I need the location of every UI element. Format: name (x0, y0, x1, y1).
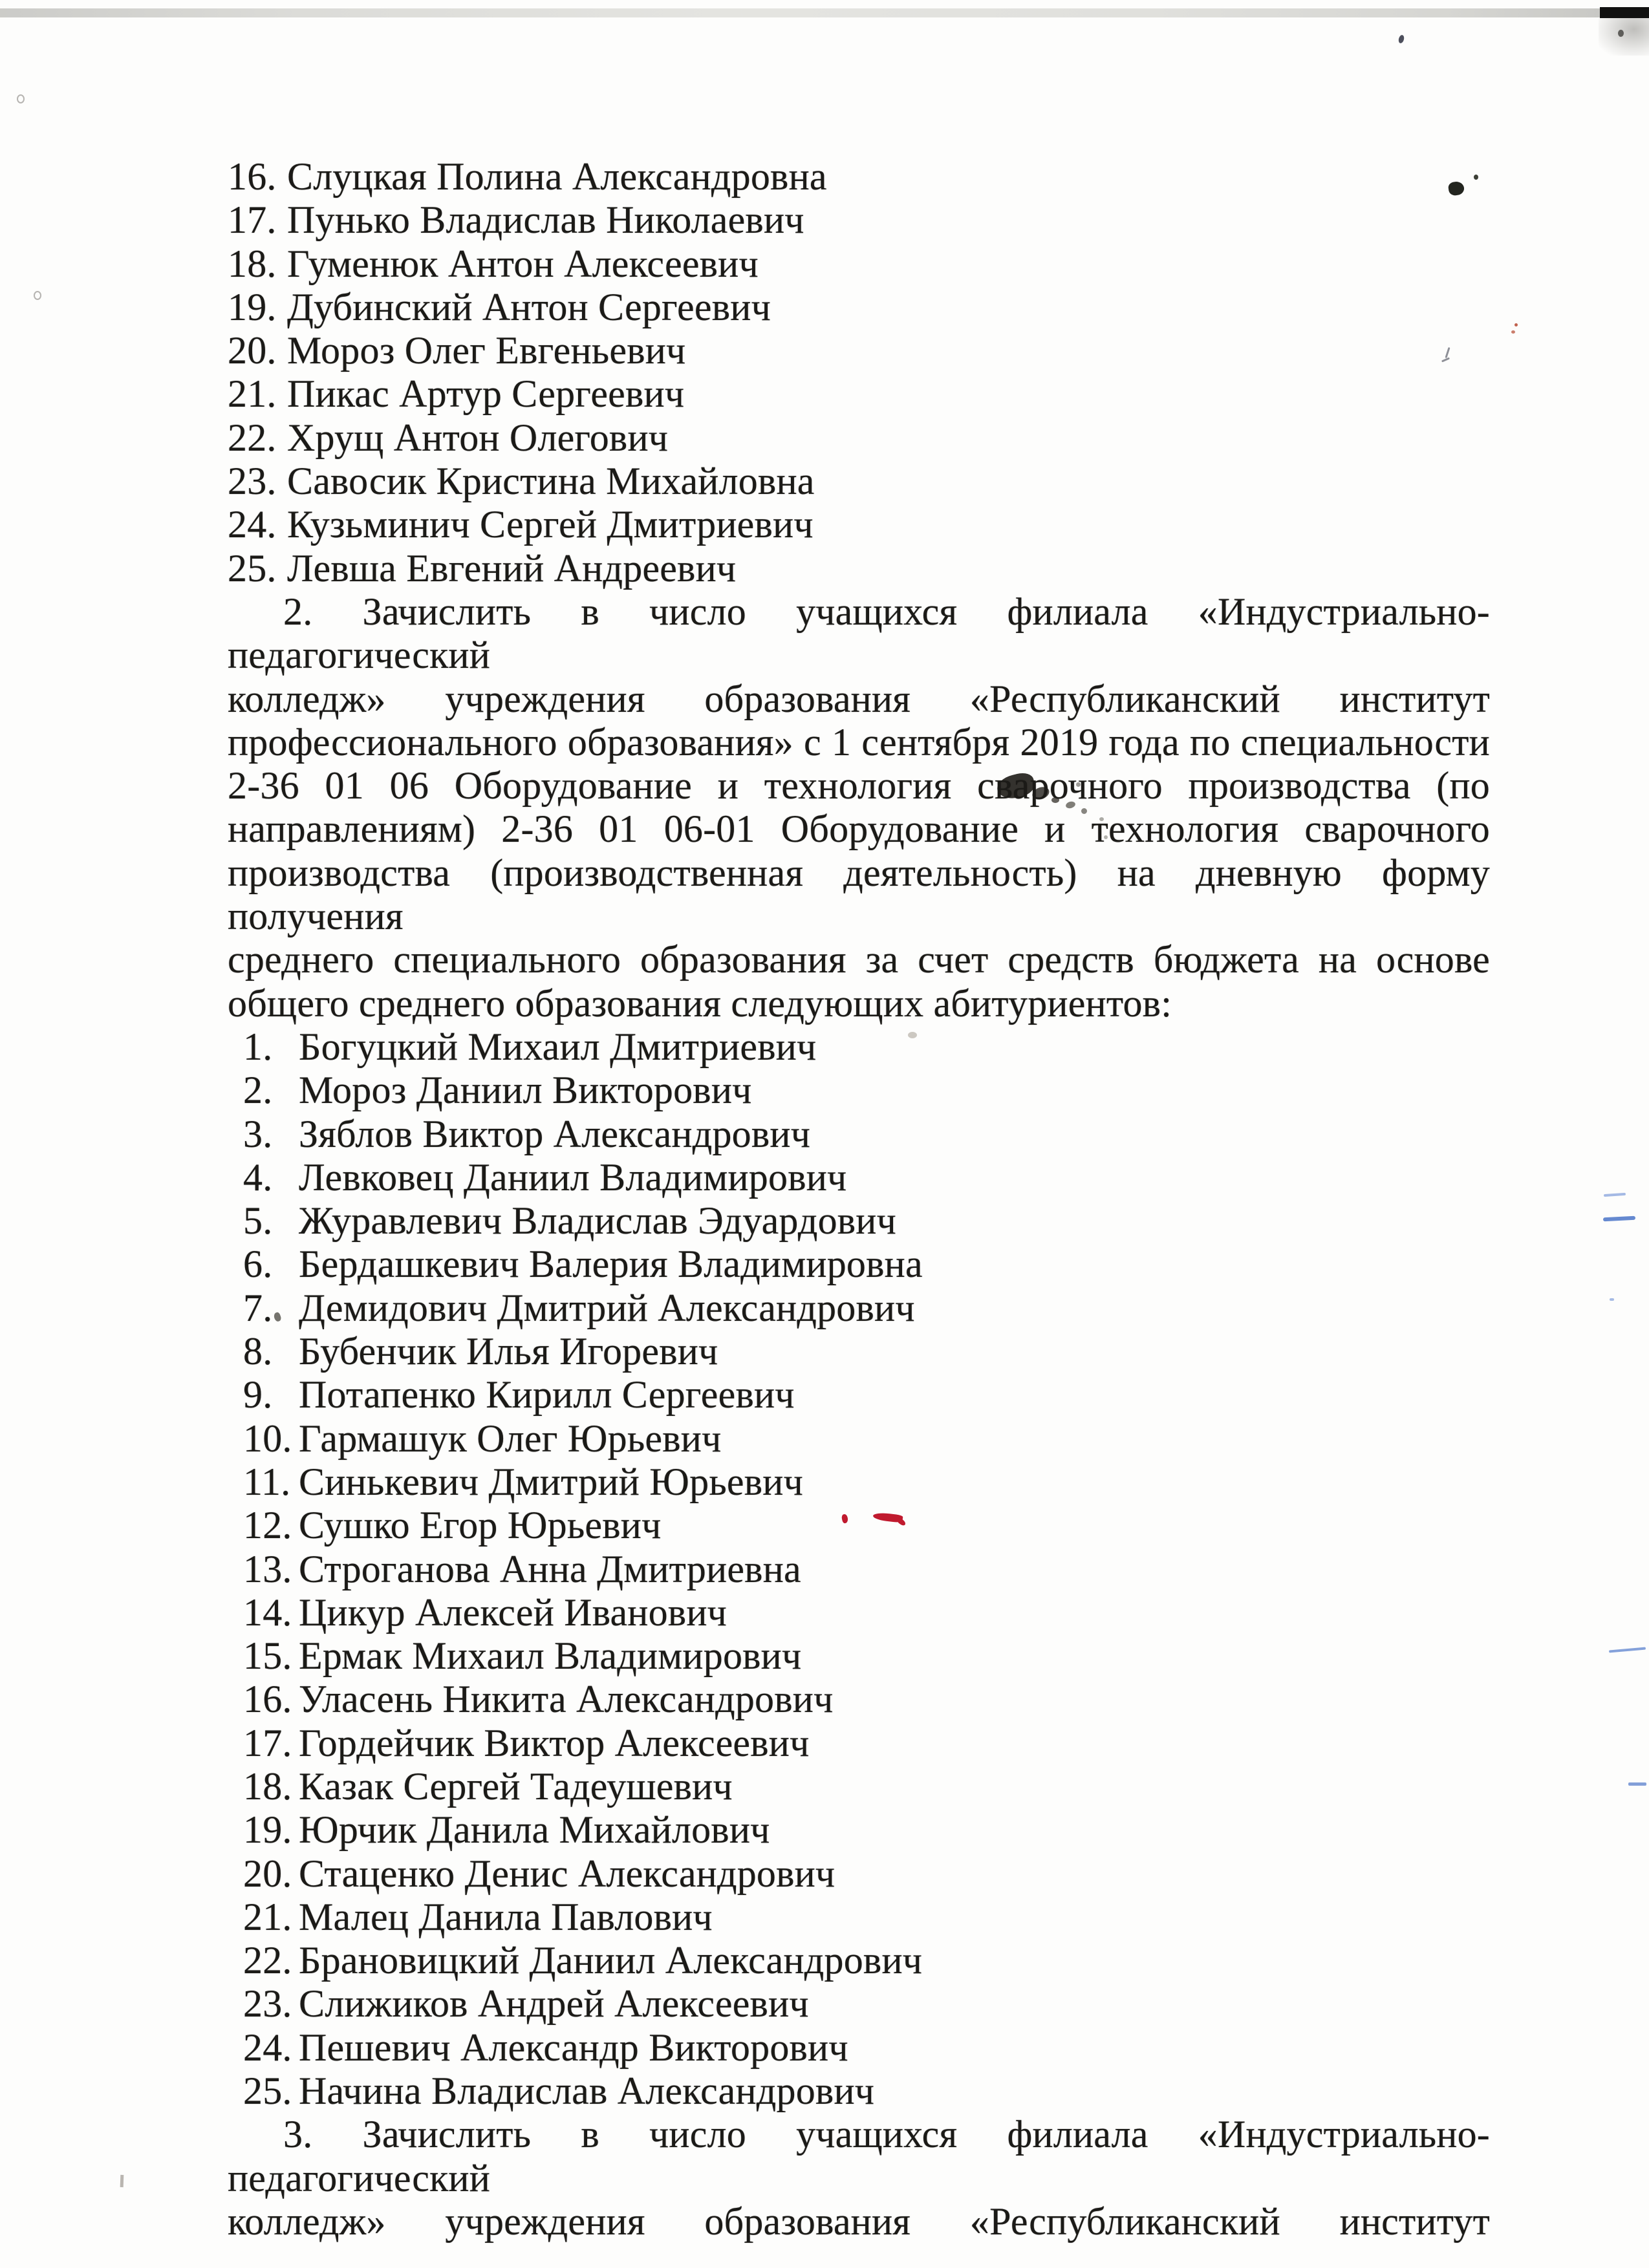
paper-speck (17, 94, 25, 103)
list-item-number: 1. (243, 1025, 273, 1068)
list-item (228, 1287, 1490, 1330)
list-item-number: 14. (243, 1590, 292, 1634)
list-item-name: Савосик Кристина Михайловна (287, 460, 815, 503)
list-item-number: 12. (243, 1504, 292, 1547)
list-item-number: 11. (243, 1460, 291, 1503)
paragraph-line: направлениям) 2-36 01 06-01 Оборудование и технология сварочного (228, 808, 1490, 851)
list-item (228, 1982, 1490, 2026)
list-item-number: 2. (243, 1069, 273, 1112)
list-item (228, 1504, 1490, 1547)
list-item-name: Богуцкий Михаил Дмитриевич (299, 1025, 817, 1068)
list-item-number: 22. (228, 416, 277, 459)
list-item-number: 7. (243, 1286, 273, 1329)
paragraph-line: 3. Зачислить в число учащихся филиала «Индустриально-педагогический (228, 2113, 1490, 2199)
list-item-number: 9. (243, 1373, 273, 1417)
scanner-corner-dust (1599, 18, 1649, 56)
list-item-name: Кузьминич Сергей Дмитриевич (287, 503, 814, 546)
list-item-name: Малец Данила Павлович (299, 1895, 713, 1938)
list-item (228, 329, 1490, 372)
list-item (228, 460, 1490, 503)
list-item-number: 24. (243, 2026, 292, 2069)
paragraph-3 (228, 2113, 1490, 2243)
list-item-name: Строганова Анна Дмитриевна (299, 1547, 801, 1590)
list-item-number: 5. (243, 1199, 273, 1243)
enrollment-list-second (228, 1025, 1490, 2113)
list-item-number: 8. (243, 1330, 273, 1373)
list-item-number: 16. (243, 1678, 292, 1721)
list-item-number: 20. (228, 329, 277, 372)
blue-pen-dash (1628, 1782, 1646, 1786)
red-speck (1514, 323, 1518, 326)
paper-scratch (120, 2175, 124, 2187)
list-item (228, 1591, 1490, 1634)
list-item (228, 242, 1490, 286)
list-item-name: Пунько Владислав Николаевич (287, 198, 804, 242)
list-item (228, 1765, 1490, 1808)
list-item (228, 1896, 1490, 1939)
list-item-name: Хрущ Антон Олегович (287, 416, 669, 459)
list-item-name: Начина Владислав Александрович (299, 2070, 875, 2113)
list-item-name: Бердашкевич Валерия Владимировна (299, 1243, 923, 1286)
list-item (228, 1460, 1490, 1504)
list-item-number: 6. (243, 1243, 273, 1286)
list-item-name: Стаценко Денис Александрович (299, 1852, 835, 1895)
list-item-number: 18. (228, 242, 277, 285)
list-item (228, 1634, 1490, 1678)
list-item-name: Демидович Дмитрий Александрович (299, 1286, 915, 1329)
list-item-name: Левша Евгений Андреевич (287, 546, 737, 590)
list-item-name: Синькевич Дмитрий Юрьевич (299, 1460, 803, 1503)
list-item-name: Гармашук Олег Юрьевич (299, 1417, 722, 1460)
list-item-number: 16. (228, 155, 277, 198)
list-item-name: Мороз Олег Евгеньевич (287, 329, 686, 372)
list-item-name: Уласень Никита Александрович (299, 1678, 834, 1721)
list-item-number: 17. (228, 198, 277, 242)
scanner-top-band (0, 8, 1649, 17)
list-item (228, 286, 1490, 329)
list-item (228, 2026, 1490, 2070)
list-item-number: 23. (243, 1982, 292, 2026)
list-item (228, 1156, 1490, 1199)
list-item (228, 1025, 1490, 1069)
list-item (228, 547, 1490, 590)
list-item-name: Пикас Артур Сергеевич (287, 372, 685, 416)
red-speck (1511, 330, 1515, 334)
list-item-number: 24. (228, 503, 277, 546)
list-item-name: Цикур Алексей Иванович (299, 1590, 727, 1634)
paragraph-line: общего среднего образования следующих абитуриентов: (228, 981, 1172, 1025)
list-item (228, 1069, 1490, 1112)
list-item (228, 372, 1490, 416)
list-item-number: 25. (243, 2070, 292, 2113)
list-item (228, 198, 1490, 242)
list-item-number: 19. (228, 285, 277, 328)
list-item-name: Ермак Михаил Владимирович (299, 1634, 802, 1678)
list-item-number: 15. (243, 1634, 292, 1678)
paragraph-line: среднего специального образования за счет средств бюджета на основе (228, 938, 1490, 981)
list-item-number: 21. (228, 372, 277, 416)
paragraph-line: производства (производственная деятельность) на дневную форму получения (228, 851, 1490, 938)
list-item (228, 1243, 1490, 1286)
list-item (228, 2070, 1490, 2113)
list-item (228, 1330, 1490, 1373)
list-item-name: Сушко Егор Юрьевич (299, 1504, 662, 1547)
blue-pen-dash (1604, 1193, 1626, 1197)
list-item-name: Пешевич Александр Викторович (299, 2026, 848, 2069)
list-item (228, 1852, 1490, 1896)
list-item-name: Потапенко Кирилл Сергеевич (299, 1373, 795, 1417)
blue-pen-dash (1609, 1647, 1646, 1653)
paper-speck (34, 291, 41, 300)
list-item (228, 1199, 1490, 1243)
blue-pen-dash (1603, 1216, 1635, 1222)
list-item-number: 17. (243, 1721, 292, 1764)
paragraph-line: профессионального образования» с 1 сентября 2019 года по специальности (228, 720, 1490, 764)
list-item-number: 20. (243, 1852, 292, 1895)
list-item-number: 3. (243, 1112, 273, 1155)
list-item (228, 416, 1490, 460)
list-item-number: 23. (228, 460, 277, 503)
list-item-number: 10. (243, 1417, 292, 1460)
list-item-name: Гуменюк Антон Алексеевич (287, 242, 759, 285)
paragraph-line: колледж» учреждения образования «Республиканский институт (228, 677, 1490, 720)
list-item-name: Брановицкий Даниил Александрович (299, 1939, 923, 1982)
list-item-number: 18. (243, 1764, 292, 1808)
list-item-name: Мороз Даниил Викторович (299, 1069, 752, 1112)
list-item-number: 19. (243, 1808, 292, 1852)
list-item-number: 22. (243, 1939, 292, 1982)
list-item-number: 25. (228, 546, 277, 590)
scanner-corner-mark (1600, 7, 1649, 18)
blue-pen-dash (1610, 1298, 1614, 1301)
paragraph-2 (228, 590, 1490, 1025)
list-item-name: Гордейчик Виктор Алексеевич (299, 1721, 810, 1764)
list-item-number: 4. (243, 1155, 273, 1199)
list-item (228, 1808, 1490, 1852)
list-item-name: Левковец Даниил Владимирович (299, 1155, 847, 1199)
list-item-name: Зяблов Виктор Александрович (299, 1112, 811, 1155)
list-item-number: 13. (243, 1547, 292, 1590)
list-item (228, 1678, 1490, 1721)
list-item-name: Дубинский Антон Сергеевич (287, 285, 771, 328)
dust-speck (1618, 30, 1624, 37)
document-body (228, 155, 1490, 2243)
list-item-number: 21. (243, 1895, 292, 1938)
list-item (228, 1548, 1490, 1591)
list-item (228, 1113, 1490, 1156)
paragraph-line: колледж» учреждения образования «Республиканский институт (228, 2199, 1490, 2243)
list-item-name: Журавлевич Владислав Эдуардович (299, 1199, 896, 1243)
list-item-name: Юрчик Данила Михайлович (299, 1808, 770, 1852)
list-item (228, 1722, 1490, 1765)
list-item (228, 1939, 1490, 1982)
enrollment-list-first (228, 155, 1490, 590)
list-item-name: Слижиков Андрей Алексеевич (299, 1982, 809, 2026)
list-item-name: Слуцкая Полина Александровна (287, 155, 827, 198)
paragraph-line: 2-36 01 06 Оборудование и технология сварочного производства (по (228, 764, 1490, 808)
list-item (228, 1373, 1490, 1417)
list-item (228, 155, 1490, 198)
list-item-name: Бубенчик Илья Игоревич (299, 1330, 718, 1373)
list-item (228, 1417, 1490, 1460)
paragraph-line: 2. Зачислить в число учащихся филиала «Индустриально-педагогический (228, 590, 1490, 677)
dust-speck (1397, 34, 1405, 44)
list-item (228, 503, 1490, 546)
list-item-name: Казак Сергей Тадеушевич (299, 1764, 733, 1808)
